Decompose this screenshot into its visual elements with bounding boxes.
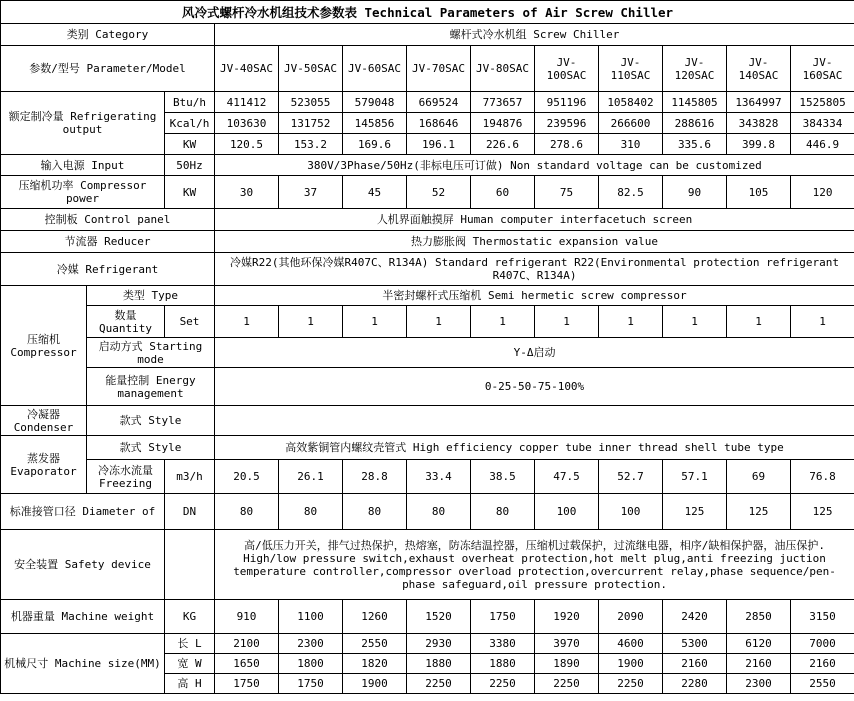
control-value: 人机界面触摸屏 Human computer interfacetuch screen (215, 209, 854, 231)
refrigerant-label: 冷媒 Refrigerant (1, 253, 215, 286)
value-cell: 1 (535, 306, 599, 338)
value-cell: 1525805 (791, 92, 854, 113)
evaporator-style-label: 款式 Style (87, 436, 215, 460)
value-cell: 1820 (343, 654, 407, 674)
value-cell: 45 (343, 176, 407, 209)
unit-cell: 宽 W (165, 654, 215, 674)
value-cell: 446.9 (791, 134, 854, 155)
condenser-style-value (215, 406, 854, 436)
value-cell: 2930 (407, 634, 471, 654)
value-cell: 105 (727, 176, 791, 209)
value-cell: 168646 (407, 113, 471, 134)
value-cell: 4600 (599, 634, 663, 654)
value-cell: 1900 (599, 654, 663, 674)
value-cell: 7000 (791, 634, 854, 654)
compressor-type-label: 类型 Type (87, 286, 215, 306)
control-label: 控制板 Control panel (1, 209, 215, 231)
value-cell: 288616 (663, 113, 727, 134)
value-cell: 169.6 (343, 134, 407, 155)
model-label: 参数/型号 Parameter/Model (1, 46, 215, 92)
cooling-label: 额定制冷量 Refrigerating output (1, 92, 165, 155)
value-cell: 100 (599, 494, 663, 530)
model-cell: JV-70SAC (407, 46, 471, 92)
model-cell: JV-50SAC (279, 46, 343, 92)
model-cell: JV-140SAC (727, 46, 791, 92)
evaporator-style-value: 高效紫铜管内螺纹壳管式 High efficiency copper tube inner thread shell tube type (215, 436, 854, 460)
energy-value: 0-25-50-75-100% (215, 368, 854, 406)
pipe-label: 标准接管口径 Diameter of (1, 494, 165, 530)
unit-cell: DN (165, 494, 215, 530)
model-cell: JV-120SAC (663, 46, 727, 92)
value-cell: 773657 (471, 92, 535, 113)
energy-label: 能量控制 Energy management (87, 368, 215, 406)
value-cell: 1880 (407, 654, 471, 674)
value-cell: 26.1 (279, 460, 343, 494)
value-cell: 57.1 (663, 460, 727, 494)
value-cell: 2280 (663, 674, 727, 694)
value-cell: 47.5 (535, 460, 599, 494)
value-cell: 1750 (471, 600, 535, 634)
compressor-label: 压缩机 Compressor (1, 286, 87, 406)
value-cell: 100 (535, 494, 599, 530)
compressor-type-value: 半密封螺杆式压缩机 Semi hermetic screw compressor (215, 286, 854, 306)
unit-cell: 长 L (165, 634, 215, 654)
reducer-label: 节流器 Reducer (1, 231, 215, 253)
value-cell: 194876 (471, 113, 535, 134)
compressor-power-label: 压缩机功率 Compressor power (1, 176, 165, 209)
value-cell: 38.5 (471, 460, 535, 494)
value-cell: 266600 (599, 113, 663, 134)
value-cell: 2550 (791, 674, 854, 694)
value-cell: 153.2 (279, 134, 343, 155)
value-cell: 1 (215, 306, 279, 338)
value-cell: 411412 (215, 92, 279, 113)
unit-cell: KW (165, 176, 215, 209)
value-cell: 523055 (279, 92, 343, 113)
value-cell: 1364997 (727, 92, 791, 113)
value-cell: 2160 (727, 654, 791, 674)
value-cell: 125 (663, 494, 727, 530)
value-cell: 33.4 (407, 460, 471, 494)
starting-label: 启动方式 Starting mode (87, 338, 215, 368)
value-cell: 399.8 (727, 134, 791, 155)
value-cell: 90 (663, 176, 727, 209)
value-cell: 384334 (791, 113, 854, 134)
value-cell: 60 (471, 176, 535, 209)
value-cell: 579048 (343, 92, 407, 113)
value-cell: 1750 (279, 674, 343, 694)
value-cell: 2250 (535, 674, 599, 694)
value-cell: 3970 (535, 634, 599, 654)
evaporator-label: 蒸发器 Evaporator (1, 436, 87, 494)
unit-cell: Set (165, 306, 215, 338)
unit-cell: Btu/h (165, 92, 215, 113)
value-cell: 2250 (407, 674, 471, 694)
value-cell: 82.5 (599, 176, 663, 209)
value-cell: 6120 (727, 634, 791, 654)
value-cell: 75 (535, 176, 599, 209)
value-cell: 1750 (215, 674, 279, 694)
quantity-label: 数量 Quantity (87, 306, 165, 338)
value-cell: 1 (279, 306, 343, 338)
value-cell: 226.6 (471, 134, 535, 155)
condenser-label: 冷凝器 Condenser (1, 406, 87, 436)
unit-cell: KW (165, 134, 215, 155)
refrigerant-value: 冷媒R22(其他环保冷媒R407C、R134A) Standard refrigerant R22(Environmental protection refrigerant R407C、R134A) (215, 253, 854, 286)
value-cell: 125 (791, 494, 854, 530)
value-cell: 2420 (663, 600, 727, 634)
value-cell: 80 (407, 494, 471, 530)
value-cell: 80 (279, 494, 343, 530)
category-value: 螺杆式冷水机组 Screw Chiller (215, 24, 854, 46)
value-cell: 1 (791, 306, 854, 338)
starting-value: Y-Δ启动 (215, 338, 854, 368)
value-cell: 310 (599, 134, 663, 155)
value-cell: 343828 (727, 113, 791, 134)
value-cell: 145856 (343, 113, 407, 134)
power-label: 输入电源 Input (1, 155, 165, 176)
value-cell: 30 (215, 176, 279, 209)
category-label: 类别 Category (1, 24, 215, 46)
condenser-style-label: 款式 Style (87, 406, 215, 436)
value-cell: 1 (727, 306, 791, 338)
value-cell: 125 (727, 494, 791, 530)
value-cell: 1100 (279, 600, 343, 634)
value-cell: 1900 (343, 674, 407, 694)
value-cell: 2090 (599, 600, 663, 634)
reducer-value: 热力膨胀阀 Thermostatic expansion value (215, 231, 854, 253)
size-label: 机械尺寸 Machine size(MM) (1, 634, 165, 694)
value-cell: 1260 (343, 600, 407, 634)
value-cell: 80 (471, 494, 535, 530)
value-cell: 1145805 (663, 92, 727, 113)
power-value: 380V/3Phase/50Hz(非标电压可订做) Non standard voltage can be customized (215, 155, 854, 176)
value-cell: 1 (663, 306, 727, 338)
value-cell: 52 (407, 176, 471, 209)
value-cell: 1058402 (599, 92, 663, 113)
value-cell: 5300 (663, 634, 727, 654)
value-cell: 3150 (791, 600, 854, 634)
model-cell: JV-60SAC (343, 46, 407, 92)
value-cell: 669524 (407, 92, 471, 113)
model-cell: JV-160SAC (791, 46, 854, 92)
value-cell: 1800 (279, 654, 343, 674)
value-cell: 1880 (471, 654, 535, 674)
value-cell: 239596 (535, 113, 599, 134)
model-cell: JV-80SAC (471, 46, 535, 92)
value-cell: 1 (599, 306, 663, 338)
value-cell: 2160 (663, 654, 727, 674)
value-cell: 80 (215, 494, 279, 530)
empty-cell (165, 530, 215, 600)
unit-cell: 高 H (165, 674, 215, 694)
model-cell: JV-100SAC (535, 46, 599, 92)
value-cell: 1 (407, 306, 471, 338)
value-cell: 1 (343, 306, 407, 338)
value-cell: 2100 (215, 634, 279, 654)
model-cell: JV-40SAC (215, 46, 279, 92)
table-title: 风冷式螺杆冷水机组技术参数表 Technical Parameters of Air Screw Chiller (1, 1, 854, 24)
value-cell: 28.8 (343, 460, 407, 494)
unit-cell: KG (165, 600, 215, 634)
value-cell: 20.5 (215, 460, 279, 494)
weight-label: 机器重量 Machine weight (1, 600, 165, 634)
value-cell: 2300 (727, 674, 791, 694)
unit-cell: m3/h (165, 460, 215, 494)
value-cell: 103630 (215, 113, 279, 134)
value-cell: 120.5 (215, 134, 279, 155)
value-cell: 2250 (599, 674, 663, 694)
value-cell: 196.1 (407, 134, 471, 155)
value-cell: 1920 (535, 600, 599, 634)
value-cell: 335.6 (663, 134, 727, 155)
value-cell: 80 (343, 494, 407, 530)
value-cell: 1 (471, 306, 535, 338)
value-cell: 2850 (727, 600, 791, 634)
value-cell: 120 (791, 176, 854, 209)
freezing-label: 冷冻水流量 Freezing (87, 460, 165, 494)
value-cell: 278.6 (535, 134, 599, 155)
safety-value: 高/低压力开关，排气过热保护，热熔塞，防冻结温控器，压缩机过载保护，过流继电器，相序/缺相保护器，油压保护. High/low pressure switch,exhaust overheat protection,hot melt plug,anti freezing juction temperature controller,compressor overload protection,overcurrent relay,phase sequence/pen-phase safeguard,oil pressure protection. (215, 530, 854, 600)
value-cell: 2550 (343, 634, 407, 654)
value-cell: 2160 (791, 654, 854, 674)
value-cell: 3380 (471, 634, 535, 654)
model-cell: JV-110SAC (599, 46, 663, 92)
unit-cell: Kcal/h (165, 113, 215, 134)
value-cell: 2250 (471, 674, 535, 694)
safety-label: 安全装置 Safety device (1, 530, 165, 600)
value-cell: 131752 (279, 113, 343, 134)
value-cell: 2300 (279, 634, 343, 654)
unit-cell: 50Hz (165, 155, 215, 176)
value-cell: 951196 (535, 92, 599, 113)
value-cell: 52.7 (599, 460, 663, 494)
value-cell: 69 (727, 460, 791, 494)
value-cell: 37 (279, 176, 343, 209)
value-cell: 1520 (407, 600, 471, 634)
value-cell: 76.8 (791, 460, 854, 494)
value-cell: 910 (215, 600, 279, 634)
value-cell: 1650 (215, 654, 279, 674)
value-cell: 1890 (535, 654, 599, 674)
